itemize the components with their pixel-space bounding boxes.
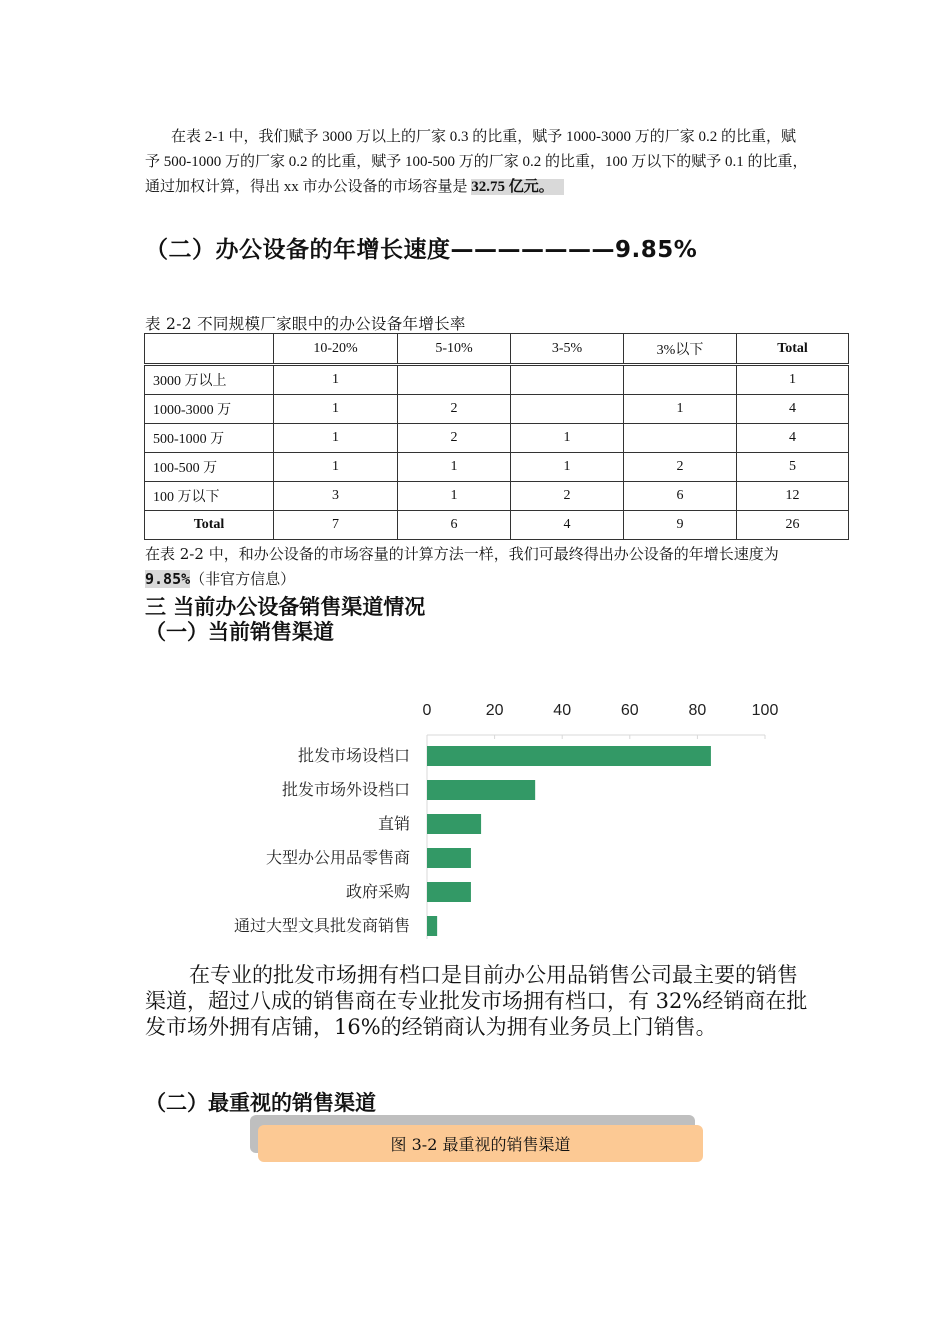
- table-header-cell: 5-10%: [398, 334, 511, 365]
- growth-paragraph: [145, 542, 810, 592]
- table-row: [145, 424, 849, 453]
- category-label: 通过大型文具批发商销售: [233, 916, 410, 935]
- table-row-label: 1000-3000 万: [145, 395, 274, 424]
- table-header-cell: 10-20%: [274, 334, 398, 365]
- table-cell: 1: [398, 482, 511, 511]
- x-tick-label: 0: [422, 702, 432, 719]
- table-cell: 2: [398, 395, 511, 424]
- sales-channel-chart: [0, 690, 950, 940]
- heading-growth: （二）办公设备的年增长速度———————9.85%: [145, 237, 698, 263]
- growth-highlight: 9.85%: [145, 570, 191, 588]
- table-cell: 1: [511, 424, 624, 453]
- table-cell: 2: [624, 453, 737, 482]
- table-cell: 12: [737, 482, 849, 511]
- table-row-label: 100-500 万: [145, 453, 274, 482]
- section3-sub2: （二）最重视的销售渠道: [145, 1091, 376, 1115]
- table-cell: [511, 365, 624, 395]
- category-label: 政府采购: [345, 882, 410, 901]
- table-header-cell: 3-5%: [511, 334, 624, 365]
- table-row-label: 500-1000 万: [145, 424, 274, 453]
- table-cell: 3: [274, 482, 398, 511]
- table-cell: 26: [737, 511, 849, 540]
- bar: [427, 882, 471, 902]
- table-row-label: Total: [145, 511, 274, 540]
- table-cell: 1: [511, 453, 624, 482]
- growth-table: [144, 333, 849, 540]
- market-size-highlight: 32.75 亿元。: [471, 179, 564, 195]
- table-cell: [624, 424, 737, 453]
- table-cell: 1: [737, 365, 849, 395]
- x-tick-label: 20: [485, 702, 504, 719]
- growth-text: 在表 2-2 中，和办公设备的市场容量的计算方法一样，我们可最终得出办公设备的年增长速度为: [145, 545, 779, 563]
- category-label: 批发市场外设档口: [281, 780, 410, 799]
- intro-paragraph: [145, 125, 810, 200]
- table-cell: 1: [624, 395, 737, 424]
- bar: [427, 780, 535, 800]
- table-cell: 4: [737, 424, 849, 453]
- table-cell: 1: [274, 424, 398, 453]
- section3-title: 三 当前办公设备销售渠道情况: [145, 595, 426, 619]
- bar: [427, 848, 471, 868]
- table-row-label: 3000 万以上: [145, 365, 274, 395]
- table-header-cell: 3%以下: [624, 334, 737, 365]
- x-tick-label: 40: [553, 702, 572, 719]
- table-cell: 1: [274, 395, 398, 424]
- table-row: [145, 395, 849, 424]
- table-cell: 4: [511, 511, 624, 540]
- table-cell: 6: [398, 511, 511, 540]
- table-row: [145, 511, 849, 540]
- bar: [427, 746, 711, 766]
- figure-banner: [258, 1125, 703, 1162]
- table-row: [145, 453, 849, 482]
- category-label: 直销: [377, 814, 410, 833]
- x-tick-label: 80: [688, 702, 707, 719]
- category-label: 大型办公用品零售商: [265, 848, 410, 867]
- table-cell: 2: [511, 482, 624, 511]
- table-header-cell: [145, 334, 274, 365]
- category-label: 批发市场设档口: [297, 746, 410, 765]
- table-row-label: 100 万以下: [145, 482, 274, 511]
- bar: [427, 814, 481, 834]
- table-cell: 1: [274, 365, 398, 395]
- table-cell: 9: [624, 511, 737, 540]
- table-row: [145, 482, 849, 511]
- table-caption: 表 2-2 不同规模厂家眼中的办公设备年增长率: [145, 315, 466, 333]
- table-cell: 1: [398, 453, 511, 482]
- bar: [427, 916, 437, 936]
- channel-paragraph: 在专业的批发市场拥有档口是目前办公用品销售公司最主要的销售渠道，超过八成的销售商在专业批发市场拥有档口，有 32%经销商在批发市场外拥有店铺，16%的经销商认为拥有业务员上门销售。: [145, 963, 808, 1039]
- table-cell: 2: [398, 424, 511, 453]
- table-cell: 7: [274, 511, 398, 540]
- growth-suffix: （非官方信息）: [190, 570, 296, 588]
- table-cell: [511, 395, 624, 424]
- table-cell: 4: [737, 395, 849, 424]
- table-header-cell: Total: [737, 334, 849, 365]
- x-tick-label: 100: [751, 702, 779, 719]
- table-cell: [398, 365, 511, 395]
- intro-text: 在表 2-1 中，我们赋予 3000 万以上的厂家 0.3 的比重，赋予 1000-3000 万的厂家 0.2 的比重，赋予 500-1000 万的厂家 0.2 的比重，赋予 100-500 万的厂家 0.2 的比重，100 万以下的赋予 0.1 的比重，通过加权计算，得出 xx 市办公设备的市场容量是: [145, 129, 808, 195]
- table-cell: [624, 365, 737, 395]
- table-row: [145, 365, 849, 395]
- section3-sub1: （一）当前销售渠道: [145, 620, 334, 644]
- table-cell: 5: [737, 453, 849, 482]
- table-cell: 6: [624, 482, 737, 511]
- table-cell: 1: [274, 453, 398, 482]
- figure-banner-label: 图 3-2 最重视的销售渠道: [390, 1135, 571, 1154]
- x-tick-label: 60: [620, 702, 639, 719]
